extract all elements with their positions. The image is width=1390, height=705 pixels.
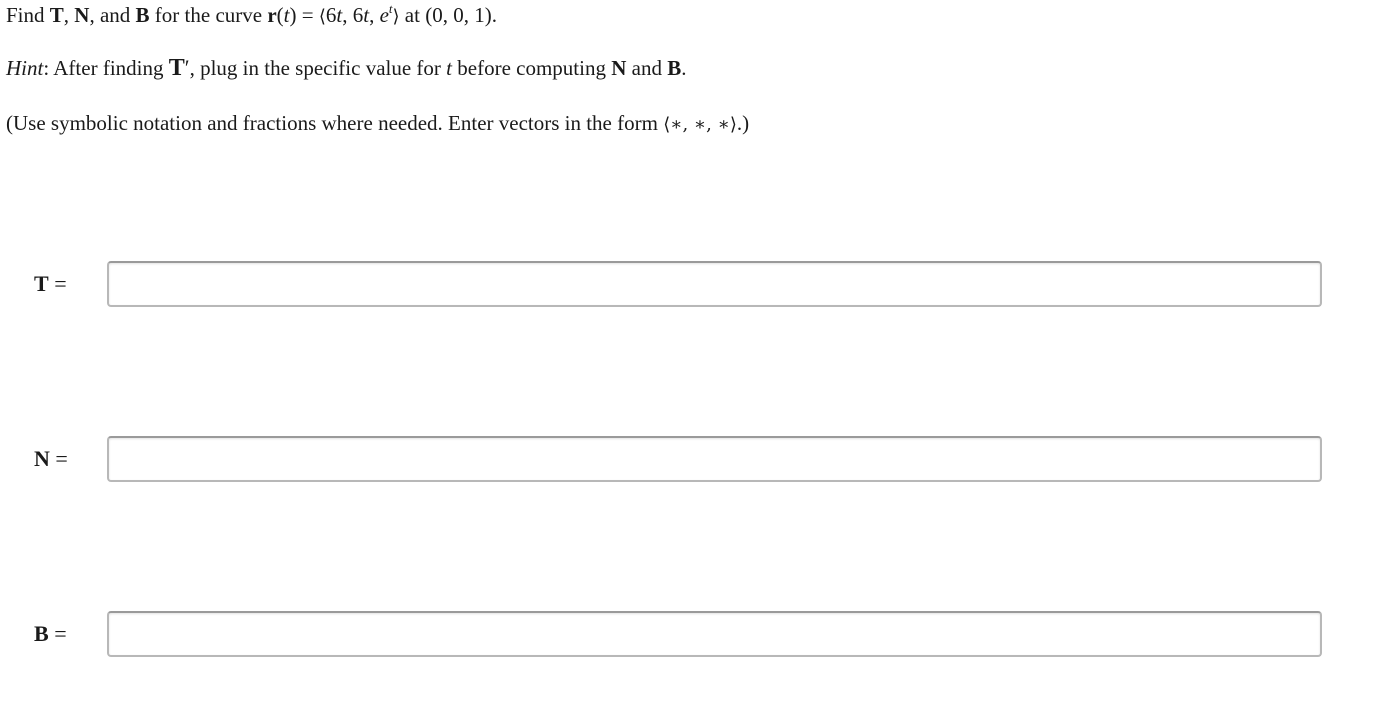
text-comma: , [342, 3, 353, 27]
var-t: t [363, 3, 370, 27]
text-period: . [681, 56, 687, 80]
symbol-t: T [49, 3, 64, 27]
answer-input-b[interactable] [107, 611, 1322, 657]
answer-row-t [0, 261, 1390, 307]
exponent-t: t [388, 1, 393, 16]
symbol-r: r [267, 3, 277, 27]
right-angle: ⟩ [392, 6, 400, 27]
text-after: : After finding [43, 56, 169, 80]
text-comma: , [63, 3, 75, 27]
label-equals: = [48, 621, 67, 646]
prime-mark: ′ [184, 55, 190, 80]
text-paren-close-eq: ) = [289, 3, 319, 27]
symbol-n: N [74, 3, 90, 27]
text-plug: , plug in the specific value for [189, 56, 447, 80]
text-find: Find [6, 3, 50, 27]
text-and: , and [89, 3, 136, 27]
label-symbol: N [34, 446, 50, 471]
hint-label: Hint [6, 56, 44, 80]
var-e: e [379, 3, 389, 27]
text-at-point: at (0, 0, 1). [399, 3, 497, 27]
answer-input-n[interactable] [107, 436, 1322, 482]
symbol-t: T [168, 55, 185, 81]
var-t: t [283, 3, 290, 27]
label-symbol: B [34, 621, 49, 646]
instructions-end: .) [736, 111, 750, 135]
var-t: t [446, 56, 453, 80]
instructions-text [6, 110, 749, 138]
left-angle: ⟨ [318, 6, 326, 27]
answer-label-b [34, 620, 67, 648]
var-t: t [336, 3, 343, 27]
answer-label-t [34, 270, 67, 298]
label-equals: = [49, 446, 68, 471]
question-statement [6, 2, 497, 30]
answer-label-n [34, 445, 68, 473]
label-equals: = [48, 271, 67, 296]
text-for-curve: for the curve [149, 3, 268, 27]
hint-text [6, 55, 686, 81]
coef-six: 6 [325, 3, 337, 27]
text-paren-open: ( [276, 3, 284, 27]
text-before: before computing [452, 56, 612, 80]
label-symbol: T [34, 271, 49, 296]
answer-row-n [0, 436, 1390, 482]
symbol-n: N [611, 56, 627, 80]
answer-input-t[interactable] [107, 261, 1322, 307]
text-comma: , [369, 3, 380, 27]
instructions-body: (Use symbolic notation and fractions where needed. Enter vectors in the form [6, 111, 664, 135]
symbol-b: B [667, 56, 682, 80]
answer-row-b [0, 611, 1390, 657]
vector-form: ⟨∗, ∗, ∗⟩ [663, 114, 737, 135]
symbol-b: B [135, 3, 150, 27]
text-and: and [626, 56, 668, 80]
coef-six: 6 [352, 3, 364, 27]
